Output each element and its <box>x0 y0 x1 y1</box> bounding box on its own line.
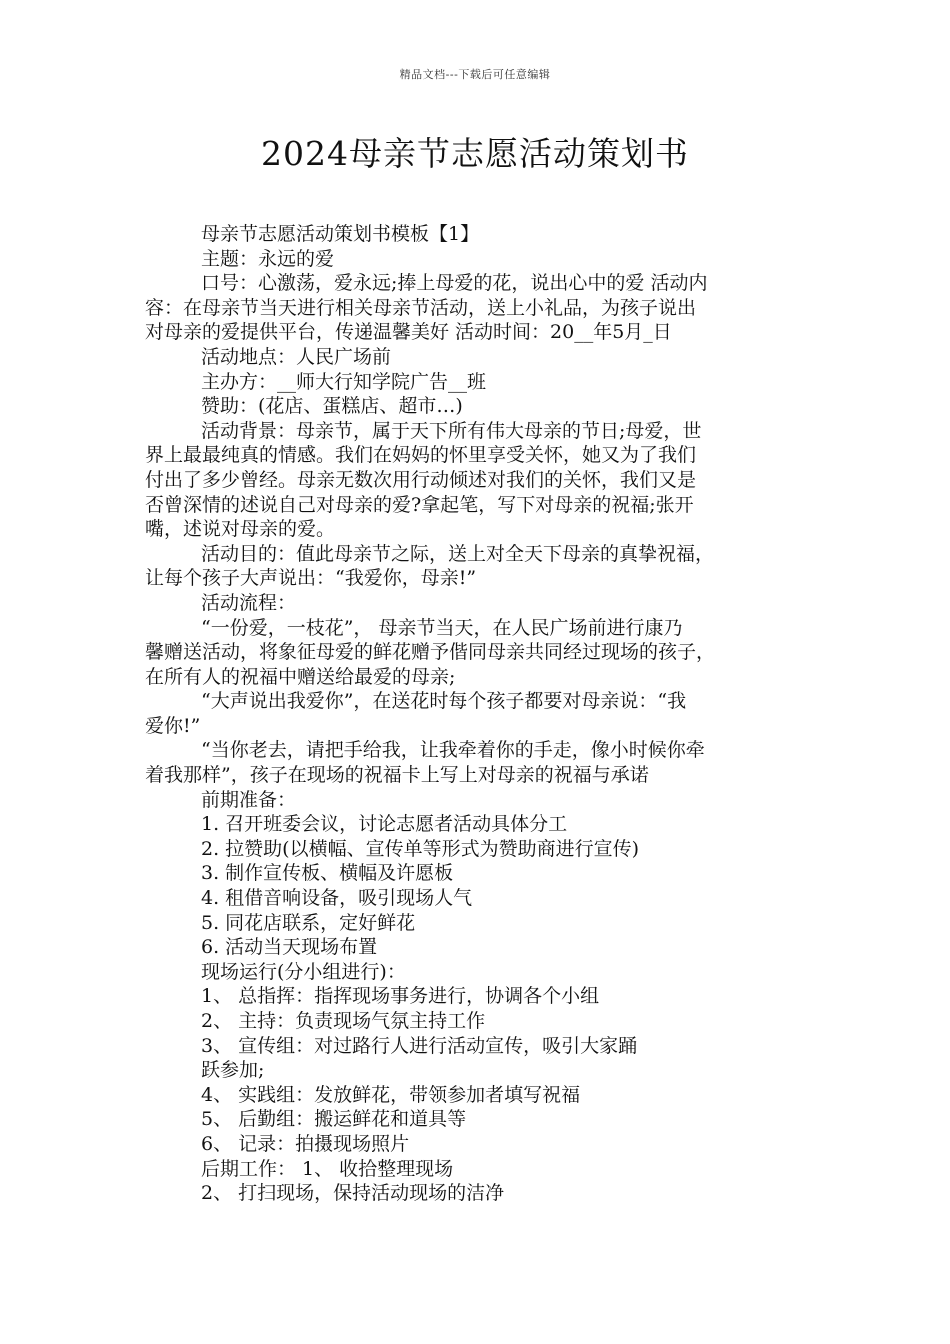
body-line: 嘴，述说对母亲的爱。 <box>145 518 336 541</box>
body-line: “一份爱，一枝花”， 母亲节当天，在人民广场前进行康乃 <box>201 616 683 639</box>
body-line: 6. 活动当天现场布置 <box>201 936 378 959</box>
body-line: 4、 实践组：发放鲜花，带领参加者填写祝福 <box>201 1083 581 1106</box>
body-line: 赞助：(花店、蛋糕店、超市…) <box>201 395 463 418</box>
body-line: 口号：心激荡，爱永远;捧上母爱的花，说出心中的爱 活动内 <box>201 272 708 295</box>
body-line: 跃参加; <box>201 1059 265 1082</box>
body-line: 前期准备： <box>201 788 297 811</box>
document-body <box>145 222 825 1206</box>
body-line: “当你老去，请把手给我，让我牵着你的手走，像小时候你牵 <box>201 739 705 762</box>
body-line: 付出了多少曾经。母亲无数次用行动倾述对我们的关怀，我们又是 <box>145 468 697 491</box>
body-line: 在所有人的祝福中赠送给最爱的母亲; <box>145 665 456 688</box>
body-line: 6、 记录：拍摄现场照片 <box>201 1132 410 1155</box>
document-title: 2024母亲节志愿活动策划书 <box>261 134 689 173</box>
body-line: 对母亲的爱提供平台，传递温馨美好 活动时间：20__年5月_日 <box>145 321 672 344</box>
body-line: 主题：永远的爱 <box>201 247 335 270</box>
body-line: 着我那样”，孩子在现场的祝福卡上写上对母亲的祝福与承诺 <box>145 764 649 787</box>
body-line: 1. 召开班委会议，讨论志愿者活动具体分工 <box>201 813 568 836</box>
body-line: 馨赠送活动，将象征母爱的鲜花赠予偕同母亲共同经过现场的孩子， <box>145 641 716 664</box>
body-line: 让每个孩子大声说出：“我爱你，母亲!” <box>145 567 477 590</box>
body-line: 2. 拉赞助(以横幅、宣传单等形式为赞助商进行宣传) <box>201 837 639 860</box>
body-line: 活动背景：母亲节，属于天下所有伟大母亲的节日;母爱，世 <box>201 419 702 442</box>
body-line: 否曾深情的述说自己对母亲的爱?拿起笔，写下对母亲的祝福;张开 <box>145 493 694 516</box>
body-line: 容：在母亲节当天进行相关母亲节活动，送上小礼品，为孩子说出 <box>145 296 697 319</box>
body-line: 5. 同花店联系，定好鲜花 <box>201 911 416 934</box>
body-line: 3、 宣传组：对过路行人进行活动宣传，吸引大家踊 <box>201 1034 638 1057</box>
body-line: 现场运行(分小组进行)： <box>201 960 406 983</box>
body-line: 5、 后勤组：搬运鲜花和道具等 <box>201 1108 467 1131</box>
body-line: 4. 租借音响设备，吸引现场人气 <box>201 887 473 910</box>
body-line: 活动流程： <box>201 591 297 614</box>
body-line: 3. 制作宣传板、横幅及许愿板 <box>201 862 454 885</box>
body-line: 界上最最纯真的情感。我们在妈妈的怀里享受关怀，她又为了我们 <box>145 444 697 467</box>
body-line: 母亲节志愿活动策划书模板【1】 <box>201 223 480 245</box>
body-line: 后期工作： 1、 收拾整理现场 <box>201 1157 454 1180</box>
body-line: 2、 主持：负责现场气氛主持工作 <box>201 1010 486 1032</box>
body-line: 2、 打扫现场，保持活动现场的洁净 <box>201 1182 505 1205</box>
body-line: 主办方：__师大行知学院广告__班 <box>201 370 487 393</box>
body-line: “大声说出我爱你”，在送花时每个孩子都要对母亲说：“我 <box>201 690 687 713</box>
body-line: 1、 总指挥：指挥现场事务进行，协调各个小组 <box>201 985 600 1008</box>
header-note: 精品文档---下载后可任意编辑 <box>399 68 551 81</box>
body-line: 爱你!” <box>145 714 201 737</box>
body-line: 活动地点：人民广场前 <box>201 345 392 368</box>
body-line: 活动目的：值此母亲节之际，送上对全天下母亲的真挚祝福， <box>201 542 715 565</box>
